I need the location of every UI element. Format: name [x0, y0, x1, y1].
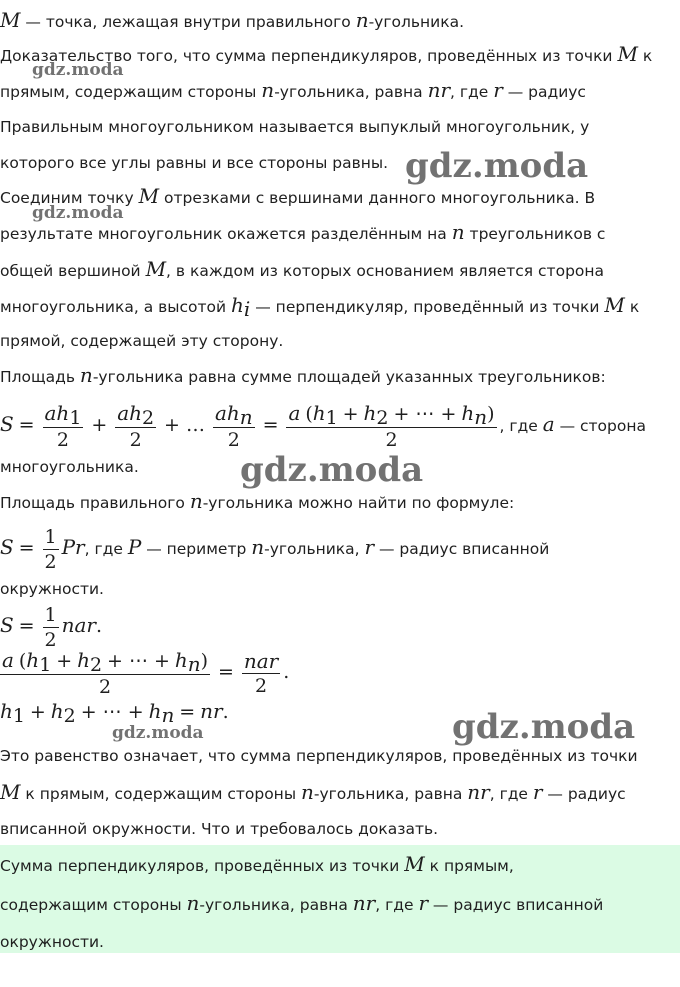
line-17: вписанной окружности. Что и требовалось доказать.	[0, 820, 439, 838]
fraction: $\frac{ah_1}{2}$	[44, 401, 82, 451]
line-7: результате многоугольник окажется разделённым на n треугольников с	[0, 220, 606, 244]
formula-equality: $\frac{a (h_1 + h_2 + \cdots + h_n)}{2}$ = $\frac{\text{nar}}{2}$ .	[2, 648, 290, 698]
line-2: Доказательство того, что сумма перпендикуляров, проведённых из точки M к	[0, 42, 653, 66]
fraction: $\frac{1}{2}$	[44, 604, 57, 651]
fraction: $\frac{1}{2}$	[44, 526, 57, 573]
fraction: $\frac{a (h_1 + h_2 + \cdots + h_n)}{2}$	[2, 648, 209, 698]
watermark-logo: gdz.moda	[240, 450, 424, 490]
line-9: многоугольника, а высотой $h_i$ — перпендикуляр, проведённый из точки M к	[0, 293, 640, 321]
line-5: которого все углы равны и все стороны равны.	[0, 154, 389, 172]
fraction: $\frac{ah_n}{2}$	[214, 401, 253, 451]
watermark-logo: gdz.moda	[405, 146, 589, 186]
formula-s-half-nar: S = $\frac{1}{2}$ nar.	[0, 604, 103, 651]
line-14: окружности.	[0, 580, 104, 598]
formula-regular-area: S = $\frac{1}{2}$ Pr, где P — периметр n-угольника, r — радиус вписанной	[0, 526, 550, 573]
line-4: Правильным многоугольником называется выпуклый многоугольник, у	[0, 118, 590, 136]
watermark-logo: gdz.moda	[452, 707, 636, 747]
answer-line-2: содержащим стороны n-угольника, равна nr, где r — радиус вписанной	[0, 891, 604, 915]
line-12: многоугольника.	[0, 458, 139, 476]
line-10: прямой, содержащей эту сторону.	[0, 332, 284, 350]
line-13: Площадь правильного n-угольника можно найти по формуле:	[0, 489, 515, 513]
line-16: M к прямым, содержащим стороны n-угольника, равна nr, где r — радиус	[0, 780, 626, 804]
line-11: Площадь n-угольника равна сумме площадей указанных треугольников:	[0, 363, 606, 387]
line-3: прямым, содержащим стороны n-угольника, равна nr, где r — радиус	[0, 78, 586, 102]
line-6: Соединим точку M отрезками с вершинами данного многоугольника. В	[0, 184, 596, 208]
fraction: $\frac{\text{nar}}{2}$	[243, 649, 279, 697]
fraction: $\frac{ah_2}{2}$	[117, 401, 155, 451]
watermark-logo: gdz.moda	[112, 723, 204, 743]
answer-line-3: окружности.	[0, 933, 104, 951]
watermark-logo: gdz.moda	[32, 60, 124, 80]
line-1: M — точка, лежащая внутри правильного n-угольника.	[0, 8, 465, 32]
formula-heights-sum: $h_1 + h_2$ + ⋯ + $h_n$ = nr.	[0, 699, 229, 727]
fraction: $\frac{a (h_1 + h_2 + \cdots + h_n)}{2}$	[288, 401, 495, 451]
watermark-logo: gdz.moda	[32, 203, 124, 223]
line-8: общей вершиной M, в каждом из которых основанием является сторона	[0, 257, 605, 281]
formula-area-sum: S = $\frac{ah_1}{2}$ + $\frac{ah_2}{2}$ + … $\frac{ah_n}{2}$ = $\frac{a (h_1 + h_2 + \cdots + h_n)}{2}$ , где a — сторона	[0, 401, 646, 451]
answer-line-1: Сумма перпендикуляров, проведённых из точки M к прямым,	[0, 852, 514, 876]
line-15: Это равенство означает, что сумма перпендикуляров, проведённых из точки	[0, 747, 638, 765]
